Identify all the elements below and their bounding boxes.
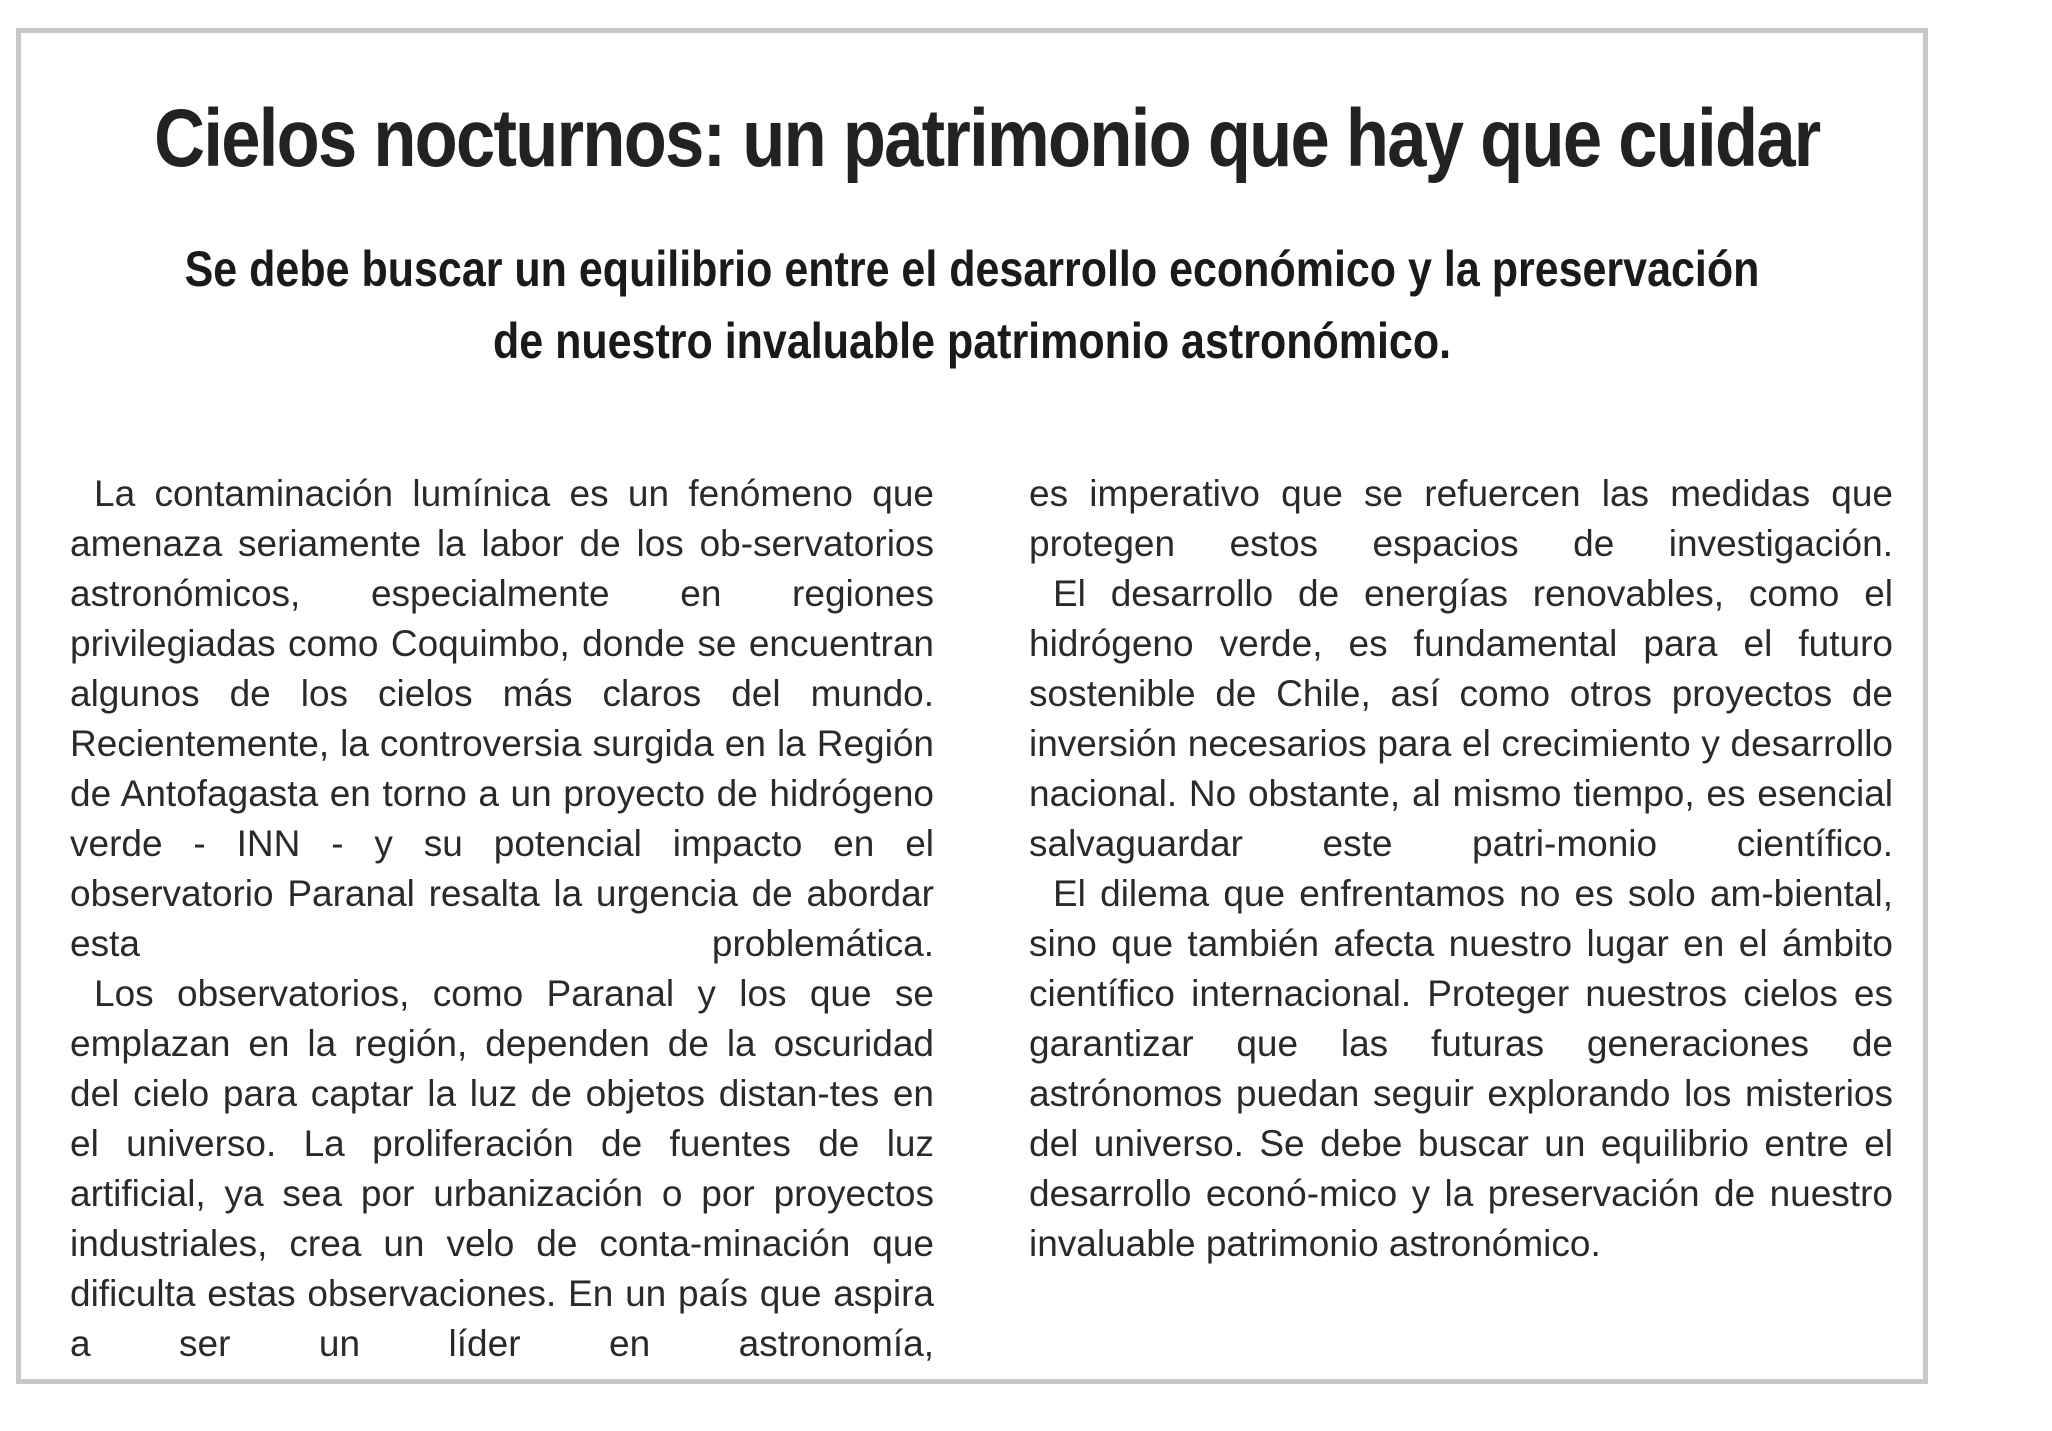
column-right-paragraph-3: El dilema que enfrentamos no es solo am-biental, sino que también afecta nuestro lugar en el ámbito científico internacional. Proteger nuestros cielos es garantizar que las futuras generaciones de astrónomos puedan seguir explorando los misterios del universo. Se debe buscar un equilibrio entre el desarrollo econó-mico y la preservación de nuestro invaluable patrimonio astronómico. bbox=[1029, 873, 1893, 1264]
article-frame bbox=[16, 28, 1928, 1384]
column-right-paragraph-2: El desarrollo de energías renovables, como el hidrógeno verde, es fundamental para el futuro sostenible de Chile, así como otros proyectos de inversión necesarios para el crecimiento y desarrollo nacional. No obstante, al mismo tiempo, es esencial salvaguardar este patri-monio científico. bbox=[1029, 573, 1893, 864]
article-column-left bbox=[70, 469, 934, 1369]
column-left-paragraph-1: La contaminación lumínica es un fenómeno que amenaza seriamente la labor de los ob-servatorios astronómicos, especialmente en regiones privilegiadas como Coquimbo, donde se encuentran algunos de los cielos más claros del mundo. Recientemente, la controversia surgida en la Región de Antofagasta en torno a un proyecto de hidrógeno verde - INN - y su potencial impacto en el observatorio Paranal resalta la urgencia de abordar esta problemática. bbox=[70, 473, 934, 964]
article-column-right bbox=[1029, 469, 1893, 1269]
subtitle-line-2: de nuestro invaluable patrimonio astronómico. bbox=[492, 313, 1452, 369]
article-title: Cielos nocturnos: un patrimonio que hay que cuidar bbox=[154, 93, 1820, 184]
subtitle-line-1: Se debe buscar un equilibrio entre el desarrollo económico y la preservación bbox=[184, 241, 1760, 297]
column-right-paragraph-1: es imperativo que se refuercen las medidas que protegen estos espacios de investigación. bbox=[1029, 473, 1893, 564]
column-left-paragraph-2: Los observatorios, como Paranal y los que se emplazan en la región, dependen de la oscuridad del cielo para captar la luz de objetos distan-tes en el universo. La proliferación de fuentes de luz artificial, ya sea por urbanización o por proyectos industriales, crea un velo de conta-minación que dificulta estas observaciones. En un país que aspira a ser un líder en astronomía, bbox=[70, 973, 934, 1364]
article-subtitle bbox=[154, 233, 1790, 377]
